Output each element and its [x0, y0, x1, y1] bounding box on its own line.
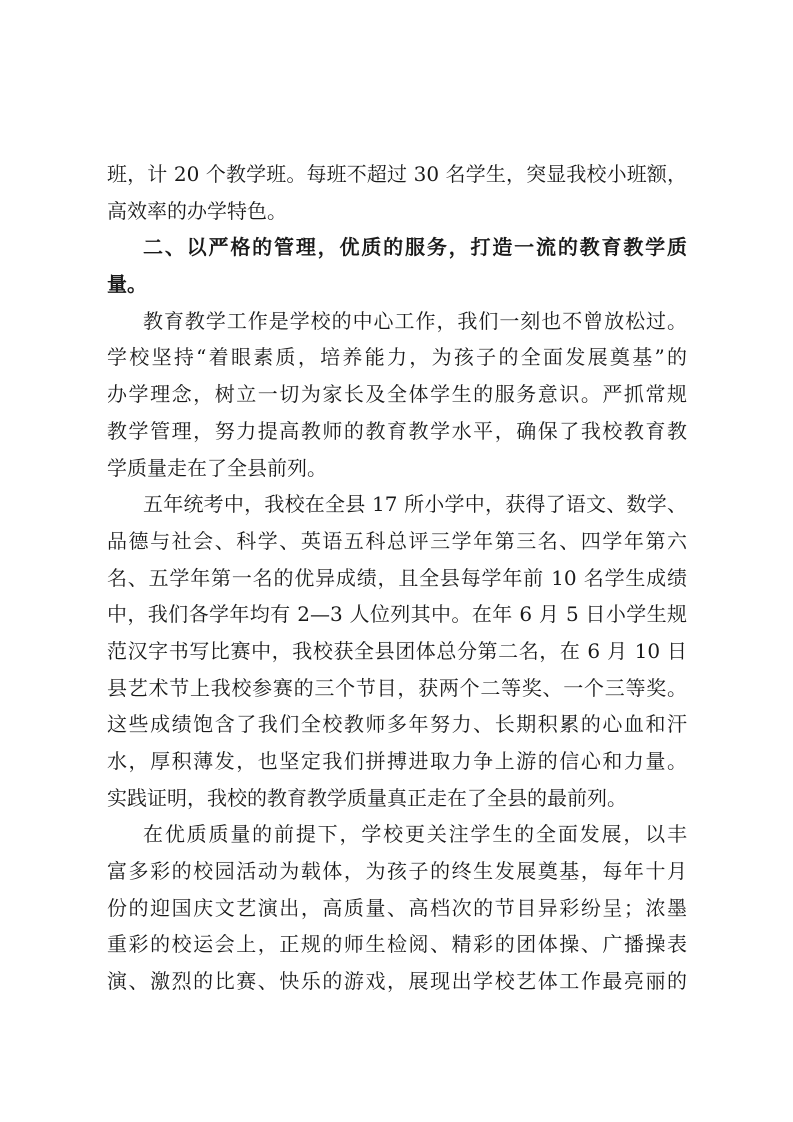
text-line: 学校坚持“着眼素质，培养能力，为孩子的全面发展奠基”的	[107, 345, 687, 370]
text-line: 五年统考中，我校在全县 17 所小学中，获得了语文、数学、	[143, 492, 687, 517]
text-line: 学质量走在了全县前列。	[107, 455, 327, 480]
text-line: 中，我们各学年均有 2—3 人位列其中。在年 6 月 5 日小学生规	[107, 602, 687, 627]
text-line: 教学管理，努力提高教师的教育教学水平，确保了我校教育教	[107, 418, 687, 443]
text-line: 份的迎国庆文艺演出，高质量、高档次的节目异彩纷呈；浓墨	[107, 895, 687, 920]
text-line: 水，厚积薄发，也坚定我们拼搏进取力争上游的信心和力量。	[107, 749, 687, 773]
text-line: 在优质质量的前提下，学校更关注学生的全面发展，以丰	[143, 822, 687, 847]
text-line: 实践证明，我校的教育教学质量真正走在了全县的最前列。	[107, 785, 627, 810]
text-line: 富多彩的校园活动为载体，为孩子的终生发展奠基，每年十月	[107, 859, 687, 884]
text-line: 名、五学年第一名的优异成绩，且全县每学年前 10 名学生成绩	[107, 565, 687, 590]
text-line: 办学理念，树立一切为家长及全体学生的服务意识。严抓常规	[107, 382, 687, 407]
text-line: 教育教学工作是学校的中心工作，我们一刻也不曾放松过。	[143, 308, 687, 333]
text-line: 高效率的办学特色。	[107, 198, 287, 223]
text-line: 演、激烈的比赛、快乐的游戏，展现出学校艺体工作最亮丽的	[107, 969, 687, 994]
text-line: 班，计 20 个教学班。每班不超过 30 名学生，突显我校小班额，	[107, 162, 687, 186]
text-line: 品德与社会、科学、英语五科总评三学年第三名、四学年第六	[107, 528, 687, 553]
document-body	[107, 156, 687, 1000]
text-line: 这些成绩饱含了我们全校教师多年努力、长期积累的心血和汗	[107, 712, 687, 737]
text-line: 范汉字书写比赛中，我校获全县团体总分第二名，在 6 月 10 日	[107, 638, 687, 663]
section-heading-line: 量。	[107, 272, 147, 297]
text-line: 重彩的校运会上，正规的师生检阅、精彩的团体操、广播操表	[107, 932, 687, 957]
section-heading-line: 二、以严格的管理，优质的服务，打造一流的教育教学质	[143, 235, 687, 260]
text-line: 县艺术节上我校参赛的三个节目，获两个二等奖、一个三等奖。	[107, 675, 687, 700]
